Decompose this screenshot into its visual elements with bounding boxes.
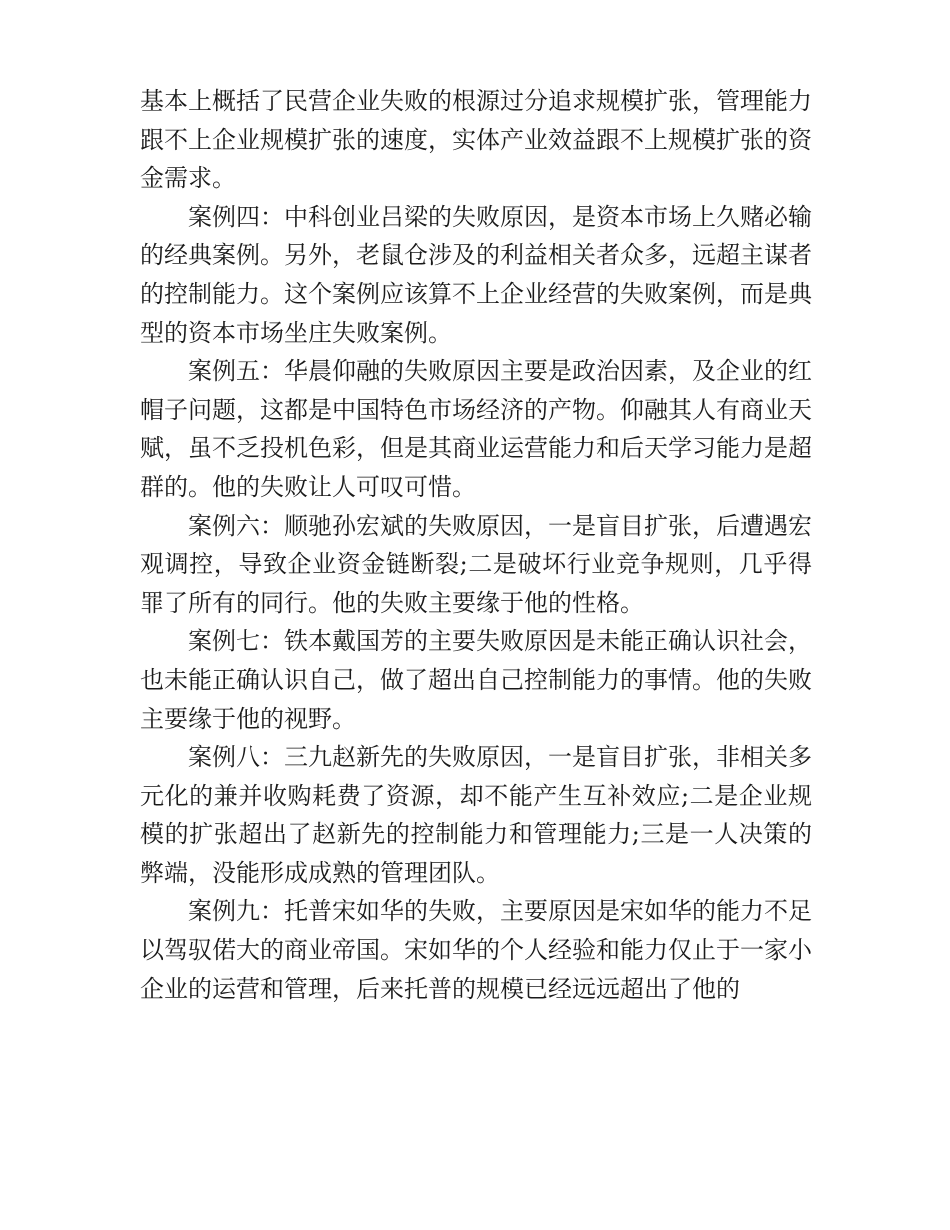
paragraph-summary: 基本上概括了民营企业失败的根源过分追求规模扩张，管理能力跟不上企业规模扩张的速度，实体产业效益跟不上规模扩张的资金需求。 [140, 87, 812, 193]
paragraph-case-6: 案例六：顺驰孙宏斌的失败原因，一是盲目扩张，后遭遇宏观调控，导致企业资金链断裂;二是破坏行业竞争规则，几乎得罪了所有的同行。他的失败主要缘于他的性格。 [140, 511, 812, 617]
paragraph-case-9: 案例九：托普宋如华的失败，主要原因是宋如华的能力不足以驾驭偌大的商业帝国。宋如华的个人经验和能力仅止于一家小企业的运营和管理，后来托普的规模已经远远超出了他的 [140, 897, 812, 1003]
document-body [140, 82, 812, 1008]
paragraph-case-8: 案例八：三九赵新先的失败原因，一是盲目扩张，非相关多元化的兼并收购耗费了资源，却不能产生互补效应;二是企业规模的扩张超出了赵新先的控制能力和管理能力;三是一人决策的弊端，没能形成成熟的管理团队。 [140, 743, 812, 887]
paragraph-case-5: 案例五：华晨仰融的失败原因主要是政治因素，及企业的红帽子问题，这都是中国特色市场经济的产物。仰融其人有商业天赋，虽不乏投机色彩，但是其商业运营能力和后天学习能力是超群的。他的失败让人可叹可惜。 [140, 357, 812, 501]
paragraph-case-4: 案例四：中科创业吕梁的失败原因，是资本市场上久赌必输的经典案例。另外，老鼠仓涉及的利益相关者众多，远超主谋者的控制能力。这个案例应该算不上企业经营的失败案例，而是典型的资本市场坐庄失败案例。 [140, 202, 812, 347]
paragraph-case-7: 案例七：铁本戴国芳的主要失败原因是未能正确认识社会，也未能正确认识自己，做了超出自己控制能力的事情。他的失败主要缘于他的视野。 [140, 627, 812, 733]
